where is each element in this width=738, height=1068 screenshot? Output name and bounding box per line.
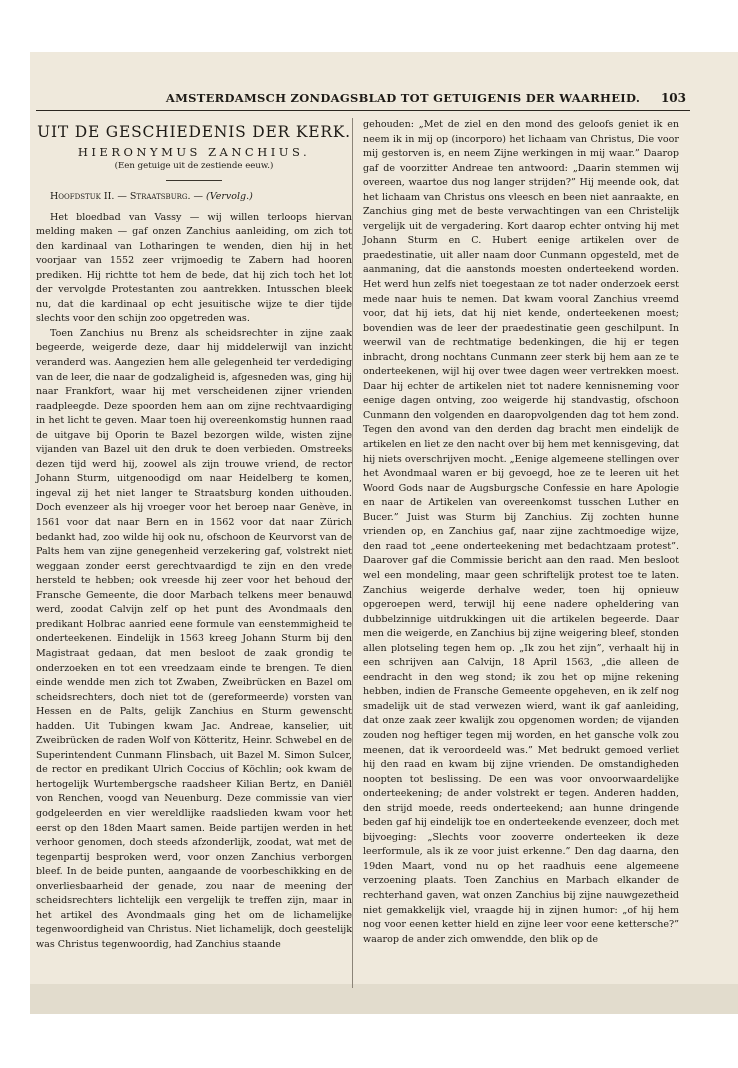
right-column bbox=[363, 118, 679, 947]
chapter-separator-2: — bbox=[190, 191, 207, 202]
article-note: (Een getuige uit de zestiende eeuw.) bbox=[114, 161, 274, 171]
page-number: 103 bbox=[660, 91, 686, 105]
column-divider bbox=[352, 118, 353, 988]
article-subtitle: HIERONYMUS ZANCHIUS. bbox=[77, 145, 311, 159]
title-rule bbox=[166, 180, 222, 181]
paragraph-right-1: gehouden: „Met de ziel en den mond des geloofs geniet ik en neem ik in mij op (incorporo) het lichaam van Christus, Die voor mij gestorven is, en neem Zijne werkingen in mij waar.” Daarop gaf de voorzitter Andreae ten antwoord: „Daarin stemmen wij overeen, waartoe dus nog langer strijden?” Hij meende ook, dat het lichaam van Christus ons vleesch en been niet aanraakte, en Zanchius ging met de beste verwachtingen van een Christelijk vergelijk uit de vergadering. Kort daarop echter ontving hij met Johann Sturm en C. Hubert eenige artikelen over de praedestinatie, uit aller naam door Cunmann opgesteld, met de aanmaning, dat die aanstonds moesten onderteekend worden. Het werd hun zelfs niet toegestaan ze tot nader onderzoek eerst mede naar huis te nemen. Dat kwam vooral Zanchius vreemd voor, dat hij iets, dat hij niet kende, onderteekenen moest; bovendien was de leer der praedestinatie geen geschilpunt. In weerwil van de rechtmatige bedenkingen, die hij er tegen inbracht, drong nochtans Cunmann zeer sterk bij hem aan ze te onderteekenen, wijl hij over twee dagen weer vertrekken moest. Daar hij echter de artikelen niet tot nadere kennisneming voor eenige dagen ontving, zoo weigerde hij standvastig, ofschoon Cunmann den volgenden en daaropvolgenden dag tot hem zond. Tegen den avond van den derden dag bracht men eindelijk de artikelen en liet ze den nacht over bij hem met kennisgeving, dat hij niets overschrijven mocht. „Eenige algemeene stellingen over het Avondmaal waren er bij gevoegd, hoe ze te leeren uit het Woord Gods naar de Augsburgsche Confessie en hare Apologie en naar de Artikelen van overeenkomst tusschen Luther en Bucer.” Juist was Sturm bij Zanchius. Zij zochten hunne vrienden op, en Zanchius gaf, naar zijne zachtmoedige wijze, den raad tot „eene onderteekening met bedachtzaam protest”. Daarover gaf die Commissie bericht aan den raad. Men besloot wel een mondeling, maar geen schriftelijk protest toe te laten. Zanchius weigerde derhalve weder, toen hij opnieuw opgeroepen werd, terwijl hij eene nadere opheldering van dubbelzinnige uitdrukkingen uit die artikelen begeerde. Daar men die weigerde, en Zanchius bij zijne weigering bleef, stonden allen plotseling tegen hem op. „Ik zou het zijn”, verhaalt hij in een schrijven aan Calvijn, 18 April 1563, „die alleen de eendracht in den weg stond; ik zou het op mijne rekening hebben, indien de Fransche Gemeente opgeheven, en ik zelf nog smadelijk uit de stad verwezen wierd, want ik gaf aanleiding, dat onze zaak zeer kwalijk zou opgenomen worden; de vijanden zouden nog heftiger tegen mij worden, en het gansche volk zou meenen, dat ik veroordeeld was.” Met bedrukt gemoed verliet hij den raad en kwam bij zijne vrienden. De omstandigheden noopten tot beslissing. De een was voor onvoorwaardelijke onderteekening; de ander volstrekt er tegen. Anderen hadden, den strijd moede, reeds onderteekend; aan hunne dringende beden gaf hij eindelijk toe en onderteekende evenzeer, doch met bijvoeging: „Slechts voor zooverre onderteeken ik deze leerformule, als ik ze voor juist erkenne.” Den dag daarna, den 19den Maart, vond nu op het raadhuis eene algemeene verzoening plaats. Toen Zanchius en Marbach elkander de rechterhand gaven, wat onzen Zanchius bij zijne nauwgezetheid niet gemakkelijk viel, vraagde hij in zijnen humor: „of hij hem nog voor eenen ketter hield en zijne leer voor eene kettersche?” waarop de ander zich omwendde, den blik op de bbox=[363, 119, 679, 945]
paragraph-left-1: Het bloedbad van Vassy — wij willen terloops hiervan melding maken — gaf onzen Zanchius aanleiding, om zich tot den kardinaal van Lotharingen te wenden, dien hij in het voorjaar van 1552 zeer vrijmoedig te Zabern had hooren prediken. Hij richtte tot hem de bede, dat hij zich toch het lot der vervolgde Protestanten zou aantrekken. Intusschen bleek nu, dat die kardinaal op echt jesuitische wijze te dier tijde slechts voor den schijn zoo opgetreden was. bbox=[36, 211, 352, 325]
header-rule bbox=[36, 110, 690, 111]
article-title: UIT DE GESCHIEDENIS DER KERK. bbox=[37, 123, 351, 141]
chapter-continued: (Vervolg.) bbox=[206, 191, 253, 202]
paragraph-left-2: Toen Zanchius nu Brenz als scheidsrechter in zijne zaak begeerde, weigerde deze, daar hij middelerwijl van inzicht veranderd was. Aangezien hem alle gelegenheid ter verdediging van de leer, die naar de godzaligheid is, afgesneden was, ging hij naar Frankfort, waar hij met verscheidenen zijner vrienden raadpleegde. Deze spoorden hem aan om zijne rechtvaardiging in het licht te geven. Maar toen hij overeenkomstig hunnen raad de uitgave bij Oporin te Bazel bezorgen wilde, wisten zijne vijanden van Bazel uit den druk te doen verbieden. Omstreeks dezen tijd werd hij, zoowel als zijn trouwe vriend, de rector Johann Sturm, uitgenoodigd om naar Heidelberg te komen, ingeval zij het niet langer te Straatsburg konden uithouden. Doch evenzeer als hij vroeger voor het beroep naar Genève, in 1561 voor dat naar Bern en in 1562 voor dat naar Zürich bedankt had, zoo wilde hij ook nu, ofschoon de Keurvorst van de Palts hem van zijne genegenheid verzekering gaf, volstrekt niet weggaan zonder eerst gerechtvaardigd te zijn en den vrede hersteld te hebben; ook vreesde hij zeer voor het behoud der Fransche Gemeente, die door Marbach telkens meer benauwd werd, zoodat Calvijn zelf op het punt des Avondmaals den predikant Holbrac aanried eene formule van eenstemmigheid te onderteekenen. Eindelijk in 1563 kreeg Johann Sturm bij den Magistraat gedaan, dat men besloot de zaak grondig te onderzoeken en tot een vreedzaam einde te brengen. Te dien einde wendde men zich tot Zwaben, Zweibrücken en Bazel om scheidsrechters, doch niet tot de (gereformeerde) vorsten van Hessen en de Palts, gelijk Zanchius en Sturm gewenscht hadden. Uit Tubingen kwam Jac. Andreae, kanselier, uit Zweibrücken de raden Wolf von Kötteritz, Heinr. Schwebel en de Superintendent Cunmann Flinsbach, uit Bazel M. Simon Sulcer, de rector en predikant Ulrich Coccius of Köchlin; ook kwam de hertogelijk Wurtembergsche raadsheer Kilian Bertz, en Daniël von Renchen, voogd van Neuenburg. Deze commissie van vier godgeleerden en vier wereldlijke raadslieden kwam voor het eerst op den 18den Maart samen. Beide partijen werden in het verhoor genomen, doch steeds afzonderlijk, zoodat, wat met de tegenpartij besproken werd, voor onzen Zanchius verborgen bleef. In de beide punten, aangaande de voorbeschikking en de onverliesbaarheid der genade, zou naar de meening der scheidsrechters lichtelijk een vergelijk te treffen zijn, maar in het artikel des Avondmaals ging het om de lichamelijke tegenwoordigheid van Christus. Niet lichamelijk, doch geestelijk was Christus tegenwoordig, had Zanchius staande bbox=[36, 327, 352, 950]
chapter-separator: — bbox=[114, 191, 130, 202]
chapter-place: Straatsburg. bbox=[129, 191, 191, 202]
left-column bbox=[36, 118, 352, 952]
chapter-heading bbox=[36, 190, 352, 205]
chapter-label: Hoofdstuk II. bbox=[50, 191, 115, 202]
running-header: AMSTERDAMSCH ZONDAGSBLAD TOT GETUIGENIS DER WAARHEID. bbox=[165, 91, 641, 105]
